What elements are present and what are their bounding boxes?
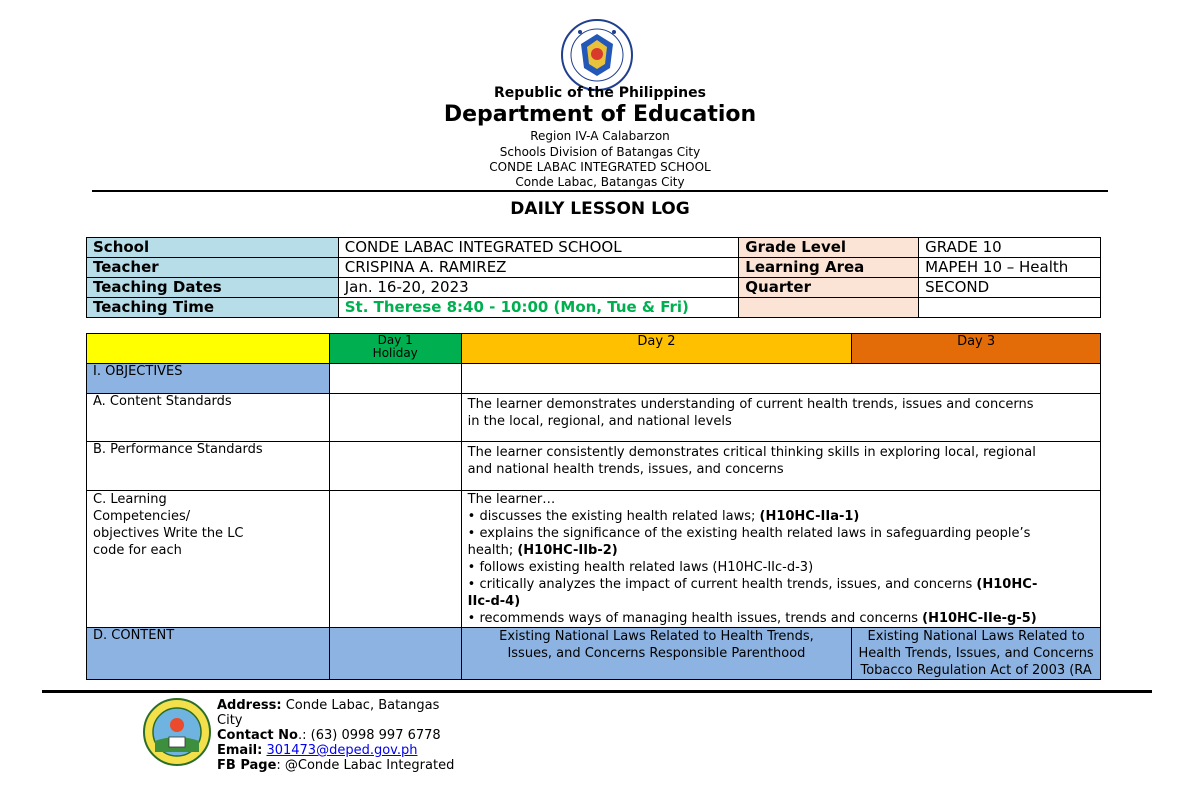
teaching-time-value: St. Therese 8:40 - 10:00 (Mon, Tue & Fri): [338, 298, 739, 318]
competency-text: • recommends ways of managing health issues, trends and concerns: [467, 611, 923, 626]
content-standards-line: in the local, regional, and national levels: [467, 414, 732, 429]
day1-header: [329, 334, 461, 364]
school-label: School: [87, 238, 339, 258]
empty-cell: [329, 364, 461, 394]
content-standards-line: The learner demonstrates understanding of current health trends, issues and concerns: [467, 397, 1034, 412]
competency-intro: The learner…: [467, 492, 556, 507]
learning-area-label: Learning Area: [739, 258, 919, 278]
table-row: [87, 394, 1101, 442]
table-row: [87, 298, 1101, 318]
contact-label: Contact No: [217, 728, 298, 743]
day3-content: [852, 628, 1101, 680]
grade-level-value: GRADE 10: [919, 238, 1101, 258]
competency-code: IIc-d-4): [467, 594, 521, 609]
address-value: Conde Labac, Batangas: [281, 698, 440, 713]
competency-item: [468, 542, 1094, 559]
department-heading: Department of Education: [443, 102, 757, 127]
learning-area-value: MAPEH 10 – Health: [919, 258, 1101, 278]
performance-standards-line: and national health trends, issues, and concerns: [467, 462, 784, 477]
objectives-heading: I. OBJECTIVES: [87, 364, 330, 394]
competency-code: (H10HC-IIa-1): [759, 509, 860, 524]
fb-value: : @Conde Labac Integrated: [276, 758, 455, 773]
address-line: [217, 698, 454, 713]
table-row: [87, 238, 1101, 258]
document-title: DAILY LESSON LOG: [510, 199, 690, 219]
region-text: Region IV-A Calabarzon: [530, 129, 670, 143]
learning-competencies-text: [461, 491, 1100, 628]
grade-level-label: Grade Level: [739, 238, 919, 258]
empty-cell: [739, 298, 919, 318]
competency-item: [468, 593, 1094, 610]
day1-note: Holiday: [372, 346, 418, 360]
empty-cell: [329, 491, 461, 628]
address-line-2: City: [217, 713, 243, 728]
table-row: [87, 491, 1101, 628]
performance-standards-label: B. Performance Standards: [87, 442, 330, 491]
fb-label: FB Page: [217, 758, 277, 773]
performance-standards-text: [461, 442, 1100, 491]
competency-item: [468, 508, 1094, 525]
competency-text: health;: [467, 543, 518, 558]
competency-code: (H10HC-IIe-g-5): [922, 611, 1037, 626]
content-line: Issues, and Concerns Responsible Parenthood: [507, 646, 806, 661]
location-text: Conde Labac, Batangas City: [515, 175, 685, 189]
quarter-label: Quarter: [739, 278, 919, 298]
teaching-time-label: Teaching Time: [87, 298, 339, 318]
performance-standards-line: The learner consistently demonstrates critical thinking skills in exploring local, regional: [467, 445, 1036, 460]
label-line: C. Learning: [93, 492, 167, 507]
competency-item: • explains the significance of the existing health related laws in safeguarding people’s: [467, 526, 1031, 541]
email-label: Email:: [217, 743, 263, 758]
empty-cell: [329, 394, 461, 442]
content-line: Health Trends, Issues, and Concerns: [858, 646, 1094, 661]
email-link[interactable]: 301473@deped.gov.ph: [266, 743, 418, 758]
header-blank-cell: [87, 334, 330, 364]
label-line: Competencies/: [93, 509, 191, 524]
header-divider: [92, 190, 1108, 192]
email-line: [217, 743, 454, 758]
competency-item: • follows existing health related laws (H10HC-IIc-d-3): [467, 560, 814, 575]
content-standards-text: [461, 394, 1100, 442]
content-line: Existing National Laws Related to Health Trends,: [499, 629, 814, 644]
day-header-row: [87, 334, 1101, 364]
division-text: Schools Division of Batangas City: [499, 145, 701, 159]
competency-item: [468, 576, 1094, 593]
fb-line: [217, 758, 454, 773]
table-row: [87, 278, 1101, 298]
competency-code: (H10HC-IIb-2): [517, 543, 618, 558]
lesson-plan-table: [86, 333, 1101, 680]
day3-header: Day 3: [852, 334, 1101, 364]
empty-cell: [461, 364, 1100, 394]
republic-heading: Republic of the Philippines: [494, 85, 706, 101]
footer-divider: [42, 690, 1152, 693]
empty-cell: [329, 628, 461, 680]
teaching-dates-label: Teaching Dates: [87, 278, 339, 298]
teacher-value: CRISPINA A. RAMIREZ: [338, 258, 739, 278]
content-heading: D. CONTENT: [87, 628, 330, 680]
competency-item: [468, 610, 1094, 627]
content-line: Existing National Laws Related to: [867, 629, 1085, 644]
label-line: code for each: [93, 543, 182, 558]
school-logo: [142, 697, 212, 767]
content-line: Tobacco Regulation Act of 2003 (RA: [860, 663, 1092, 678]
address-label: Address:: [217, 698, 282, 713]
competency-text: • critically analyzes the impact of current health trends, issues, and concerns: [467, 577, 977, 592]
day2-content: [461, 628, 852, 680]
school-text: CONDE LABAC INTEGRATED SCHOOL: [489, 160, 711, 174]
table-row: [87, 258, 1101, 278]
teaching-dates-value: Jan. 16-20, 2023: [338, 278, 739, 298]
learning-competencies-label: [87, 491, 330, 628]
table-row: [87, 364, 1101, 394]
contact-value: .: (63) 0998 997 6778: [297, 728, 441, 743]
teacher-label: Teacher: [87, 258, 339, 278]
deped-seal-logo: [560, 18, 634, 92]
empty-cell: [919, 298, 1101, 318]
competency-text: • discusses the existing health related laws;: [467, 509, 760, 524]
content-standards-label: A. Content Standards: [87, 394, 330, 442]
table-row: [87, 628, 1101, 680]
quarter-value: SECOND: [919, 278, 1101, 298]
school-value: CONDE LABAC INTEGRATED SCHOOL: [338, 238, 739, 258]
empty-cell: [329, 442, 461, 491]
competency-code: (H10HC-: [976, 577, 1038, 592]
contact-line: [217, 728, 454, 743]
day1-label: Day 1: [377, 333, 413, 347]
label-line: objectives Write the LC: [93, 526, 244, 541]
lesson-info-table: [86, 237, 1101, 318]
footer-contact: [217, 698, 454, 773]
table-row: [87, 442, 1101, 491]
day2-header: Day 2: [461, 334, 852, 364]
